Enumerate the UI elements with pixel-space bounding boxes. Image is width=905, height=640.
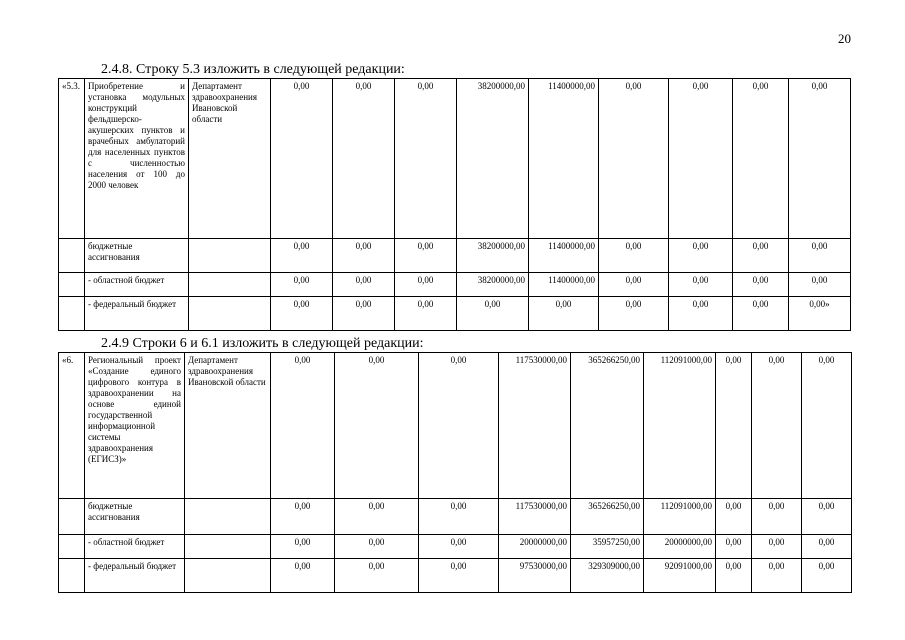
value-cell: 0,00 [335,499,419,535]
value-cell: 0,00 [333,79,395,239]
row-name-cell: Региональный проект «Создание единого цифрового контура в здравоохранении на основе единой государственной информационной системы здравоохранения (ЕГИСЗ)» [85,353,185,499]
value-cell: 0,00 [271,353,335,499]
executor-cell [189,239,271,273]
value-cell: 0,00 [599,79,669,239]
value-cell: 0,00 [789,239,851,273]
row-name-cell: бюджетные ассигнования [85,239,189,273]
row-number-cell [59,535,85,559]
row-name-cell: - федеральный бюджет [85,559,185,593]
value-cell: 11400000,00 [529,239,599,273]
row-number-cell [59,239,85,273]
section-heading-2-4-8: 2.4.8. Строку 5.3 изложить в следующей редакции: [101,62,405,77]
budget-table-row-5-3 [58,78,851,331]
value-cell: 0,00 [669,79,733,239]
value-cell: 38200000,00 [457,79,529,239]
value-cell: 0,00 [419,559,499,593]
value-cell: 365266250,00 [571,499,644,535]
row-name-cell: Приобретение и установка модульных конструкций фельдшерско-акушерских пунктов и врачебных амбулаторий для населенных пунктов с численностью населения от 100 до 2000 человек [85,79,189,239]
value-cell: 0,00 [716,535,752,559]
executor-cell [189,273,271,297]
value-cell: 0,00 [733,297,789,331]
row-name-cell: - федеральный бюджет [85,297,189,331]
row-number-cell [59,297,85,331]
row-name-cell: бюджетные ассигнования [85,499,185,535]
value-cell: 0,00 [271,273,333,297]
value-cell: 0,00 [802,535,852,559]
value-cell: 11400000,00 [529,273,599,297]
value-cell: 0,00 [529,297,599,331]
value-cell: 117530000,00 [499,499,571,535]
executor-cell: Департамент здравоохранения Ивановской области [189,79,271,239]
value-cell: 0,00 [271,559,335,593]
value-cell: 0,00 [752,353,802,499]
value-cell: 0,00 [333,239,395,273]
value-cell: 0,00 [752,559,802,593]
row-name-cell: - областной бюджет [85,273,189,297]
value-cell: 0,00 [333,273,395,297]
value-cell: 0,00 [271,499,335,535]
value-cell: 0,00» [789,297,851,331]
row-name-cell: - областной бюджет [85,535,185,559]
value-cell: 0,00 [333,297,395,331]
executor-cell [185,499,271,535]
table-row [59,273,851,297]
value-cell: 38200000,00 [457,273,529,297]
value-cell: 0,00 [271,297,333,331]
page-number: 20 [838,31,851,46]
value-cell: 0,00 [789,79,851,239]
value-cell: 0,00 [395,297,457,331]
value-cell: 0,00 [669,297,733,331]
table-row [59,239,851,273]
value-cell: 0,00 [716,353,752,499]
table-row [59,79,851,239]
value-cell: 0,00 [395,239,457,273]
value-cell: 0,00 [716,559,752,593]
value-cell: 117530000,00 [499,353,571,499]
value-cell: 38200000,00 [457,239,529,273]
value-cell: 0,00 [419,535,499,559]
row-number-cell: «5.3. [59,79,85,239]
table-row [59,499,852,535]
value-cell: 112091000,00 [644,499,716,535]
table-row [59,297,851,331]
value-cell: 0,00 [335,535,419,559]
value-cell: 35957250,00 [571,535,644,559]
row-number-cell: «6. [59,353,85,499]
value-cell: 0,00 [271,239,333,273]
value-cell: 0,00 [752,499,802,535]
value-cell: 0,00 [802,559,852,593]
value-cell: 0,00 [395,273,457,297]
value-cell: 0,00 [802,353,852,499]
section-heading-2-4-9: 2.4.9 Строки 6 и 6.1 изложить в следующей редакции: [101,336,424,351]
executor-cell: Департамент здравоохранения Ивановской области [185,353,271,499]
value-cell: 92091000,00 [644,559,716,593]
budget-table-row-6 [58,352,852,593]
value-cell: 0,00 [599,273,669,297]
value-cell: 97530000,00 [499,559,571,593]
value-cell: 0,00 [271,79,333,239]
table-row [59,559,852,593]
value-cell: 0,00 [669,239,733,273]
row-number-cell [59,499,85,535]
executor-cell [189,297,271,331]
value-cell: 0,00 [419,353,499,499]
value-cell: 0,00 [599,239,669,273]
value-cell: 112091000,00 [644,353,716,499]
value-cell: 0,00 [271,535,335,559]
value-cell: 0,00 [419,499,499,535]
executor-cell [185,535,271,559]
value-cell: 0,00 [733,239,789,273]
value-cell: 0,00 [599,297,669,331]
table-row [59,353,852,499]
row-number-cell [59,559,85,593]
value-cell: 20000000,00 [499,535,571,559]
value-cell: 0,00 [733,79,789,239]
value-cell: 0,00 [395,79,457,239]
value-cell: 0,00 [752,535,802,559]
table-row [59,535,852,559]
value-cell: 0,00 [716,499,752,535]
value-cell: 11400000,00 [529,79,599,239]
value-cell: 20000000,00 [644,535,716,559]
value-cell: 0,00 [335,559,419,593]
value-cell: 0,00 [457,297,529,331]
executor-cell [185,559,271,593]
value-cell: 0,00 [335,353,419,499]
value-cell: 329309000,00 [571,559,644,593]
row-number-cell [59,273,85,297]
value-cell: 0,00 [733,273,789,297]
value-cell: 365266250,00 [571,353,644,499]
value-cell: 0,00 [789,273,851,297]
value-cell: 0,00 [669,273,733,297]
value-cell: 0,00 [802,499,852,535]
